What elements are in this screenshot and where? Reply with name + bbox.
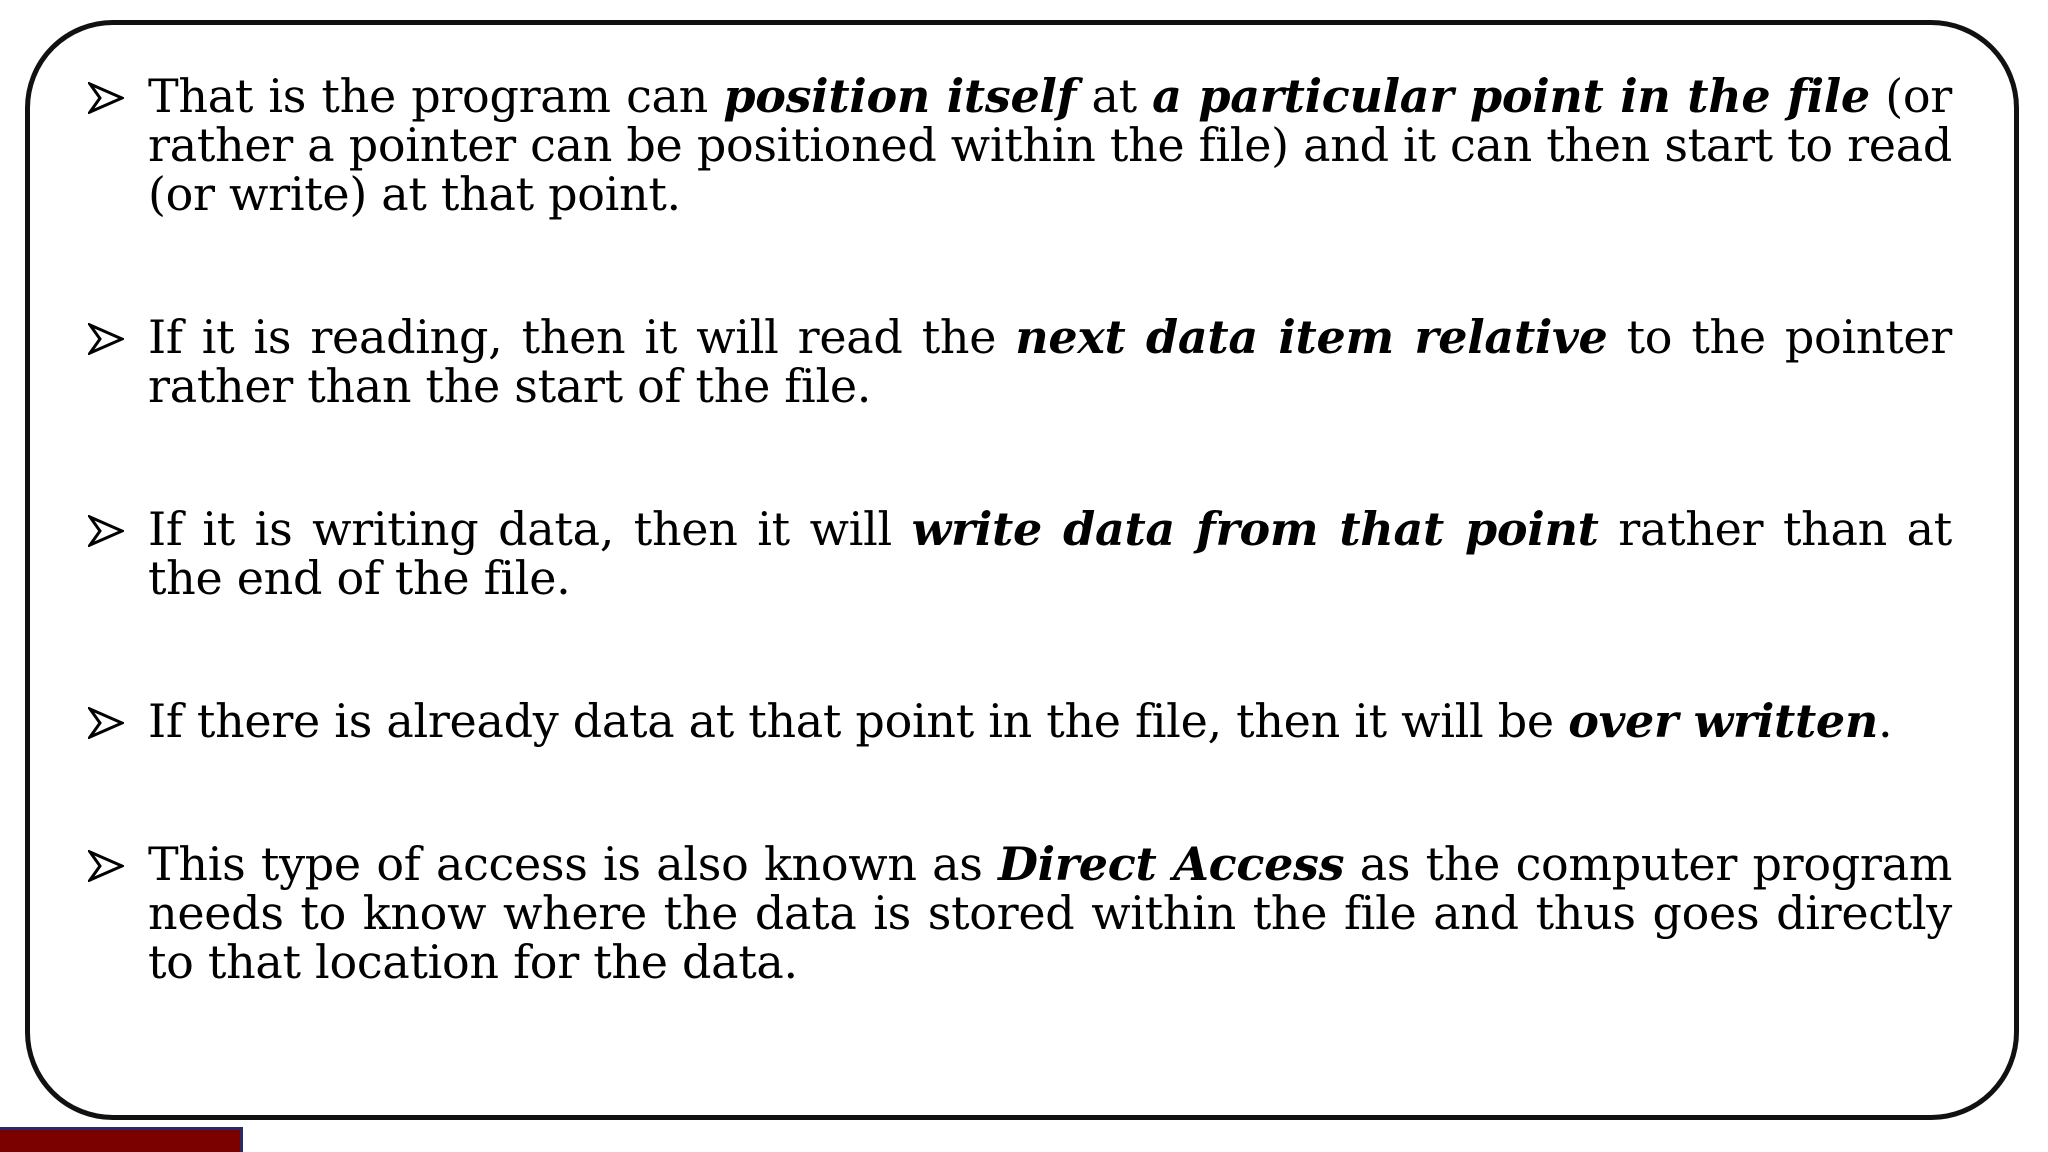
arrowhead-bullet-icon [88, 323, 124, 355]
bullet-text-segment: to the pointer rather than the start of the file. [148, 310, 1952, 413]
bullet-text-segment: at [1076, 69, 1153, 123]
bullet-list [88, 69, 1953, 989]
bullet-text-segment: as the computer program needs to know where the data is stored within the file and thus goes directly to that location for the data. [148, 837, 1953, 989]
bullet-text-emphasis: over written [1568, 694, 1879, 748]
bullet-text-emphasis: write data from that point [911, 502, 1599, 556]
bullet-text-segment: . [1878, 694, 1893, 748]
bullet-text-emphasis: position itself [723, 69, 1077, 123]
bullet-item [88, 837, 1953, 989]
bullet-text-emphasis: a particular point in the file [1152, 69, 1870, 123]
footer-accent-bar [0, 1127, 243, 1152]
bullet-text-segment: (or rather a pointer can be positioned within the file) and it can then start to read (or write) at that point. [148, 69, 1952, 221]
bullet-text-segment: This type of access is also known as [148, 837, 999, 891]
bullet-text-segment: If there is already data at that point in the file, then it will be [148, 694, 1569, 748]
bullet-text-segment: If it is reading, then it will read the [148, 310, 1016, 364]
bullet-text-segment: That is the program can [148, 69, 724, 123]
bullet-item [88, 69, 1952, 221]
bullet-item [88, 310, 1952, 413]
arrowhead-bullet-icon [88, 82, 124, 114]
arrowhead-bullet-icon [88, 707, 124, 739]
arrowhead-bullet-icon [88, 850, 124, 882]
bullet-text-emphasis: next data item relative [1015, 310, 1608, 364]
bullet-text-segment: If it is writing data, then it will [148, 502, 912, 556]
bullet-item [88, 694, 1952, 748]
bullet-text-emphasis: Direct Access [998, 837, 1345, 891]
arrowhead-bullet-icon [88, 515, 124, 547]
bullet-item [88, 502, 1952, 605]
bullet-text-segment: rather than at the end of the file. [148, 502, 1952, 605]
